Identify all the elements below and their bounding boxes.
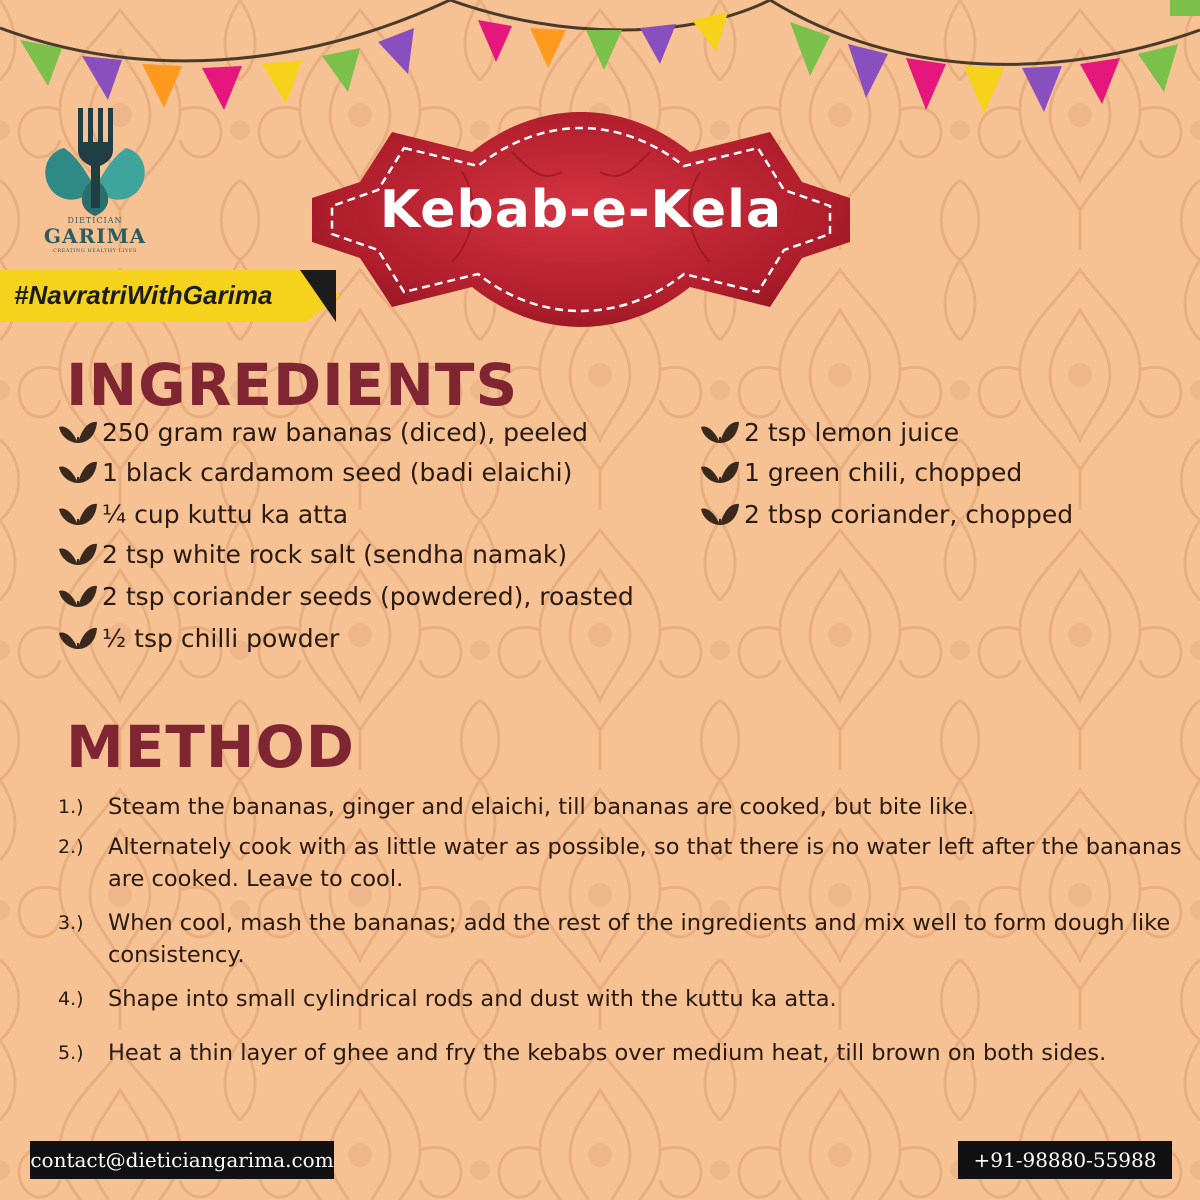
logo-tagline: CREATING HEALTHY LIVES bbox=[53, 248, 137, 254]
ingredient-text: 1 black cardamom seed (badi elaichi) bbox=[102, 458, 573, 487]
ingredient-text: 1 green chili, chopped bbox=[744, 458, 1023, 487]
leaf-icon bbox=[58, 459, 98, 485]
ingredient-item bbox=[58, 418, 588, 447]
ingredient-text: 2 tsp white rock salt (sendha namak) bbox=[102, 540, 568, 569]
ingredient-text: ¼ cup kuttu ka atta bbox=[102, 500, 349, 529]
ingredient-item bbox=[58, 458, 572, 487]
ingredients-heading: INGREDIENTS bbox=[66, 351, 519, 419]
recipe-title: Kebab-e-Kela bbox=[379, 180, 783, 240]
leaf-icon bbox=[58, 625, 98, 651]
contact-phone[interactable]: +91-98880-55988 bbox=[958, 1141, 1172, 1179]
hashtag-banner bbox=[0, 270, 340, 322]
leaf-icon bbox=[58, 501, 98, 527]
step-number: 4.) bbox=[58, 988, 84, 1010]
step-text: Heat a thin layer of ghee and fry the kebabs over medium heat, till brown on both sides. bbox=[108, 1040, 1107, 1066]
step-text: Shape into small cylindrical rods and dust with the kuttu ka atta. bbox=[108, 986, 837, 1012]
step-text: Steam the bananas, ginger and elaichi, till bananas are cooked, but bite like. bbox=[108, 794, 975, 820]
logo-line-2: GARIMA bbox=[43, 224, 147, 248]
contact-email[interactable]: contact@dieticiangarima.com bbox=[30, 1141, 334, 1179]
step-number: 1.) bbox=[58, 796, 84, 818]
ingredient-item bbox=[58, 540, 567, 569]
method-heading: METHOD bbox=[66, 713, 355, 781]
leaf-icon bbox=[700, 501, 740, 527]
ingredient-item bbox=[58, 500, 348, 529]
step-text: Alternately cook with as little water as possible, so that there is no water left after the bananas are cooked. Leave to cool. bbox=[108, 834, 1182, 892]
ingredient-item bbox=[58, 624, 339, 653]
brand-logo bbox=[34, 108, 156, 258]
ingredient-item bbox=[58, 582, 634, 611]
logo-line-1: DIETICIAN bbox=[67, 216, 123, 225]
ingredient-text: 2 tbsp coriander, chopped bbox=[744, 500, 1074, 529]
step-text: When cool, mash the bananas; add the rest of the ingredients and mix well to form dough like consistency. bbox=[108, 910, 1171, 968]
leaf-icon bbox=[58, 583, 98, 609]
ingredient-text: 250 gram raw bananas (diced), peeled bbox=[102, 418, 588, 447]
leaf-icon bbox=[58, 541, 98, 567]
fork-leaf-icon bbox=[34, 108, 156, 216]
step-number: 2.) bbox=[58, 836, 84, 858]
ingredient-text: 2 tsp coriander seeds (powdered), roasted bbox=[102, 582, 634, 611]
title-badge bbox=[312, 112, 850, 327]
leaf-icon bbox=[58, 419, 98, 445]
ingredient-text: ½ tsp chilli powder bbox=[102, 624, 340, 653]
leaf-icon bbox=[700, 419, 740, 445]
hashtag-text: #NavratriWithGarima bbox=[14, 280, 273, 310]
step-number: 5.) bbox=[58, 1042, 84, 1064]
step-number: 3.) bbox=[58, 912, 84, 934]
ingredient-item bbox=[700, 500, 1073, 529]
ingredient-text: 2 tsp lemon juice bbox=[744, 418, 960, 447]
ingredient-item bbox=[700, 418, 959, 447]
leaf-icon bbox=[700, 459, 740, 485]
ingredient-item bbox=[700, 458, 1022, 487]
